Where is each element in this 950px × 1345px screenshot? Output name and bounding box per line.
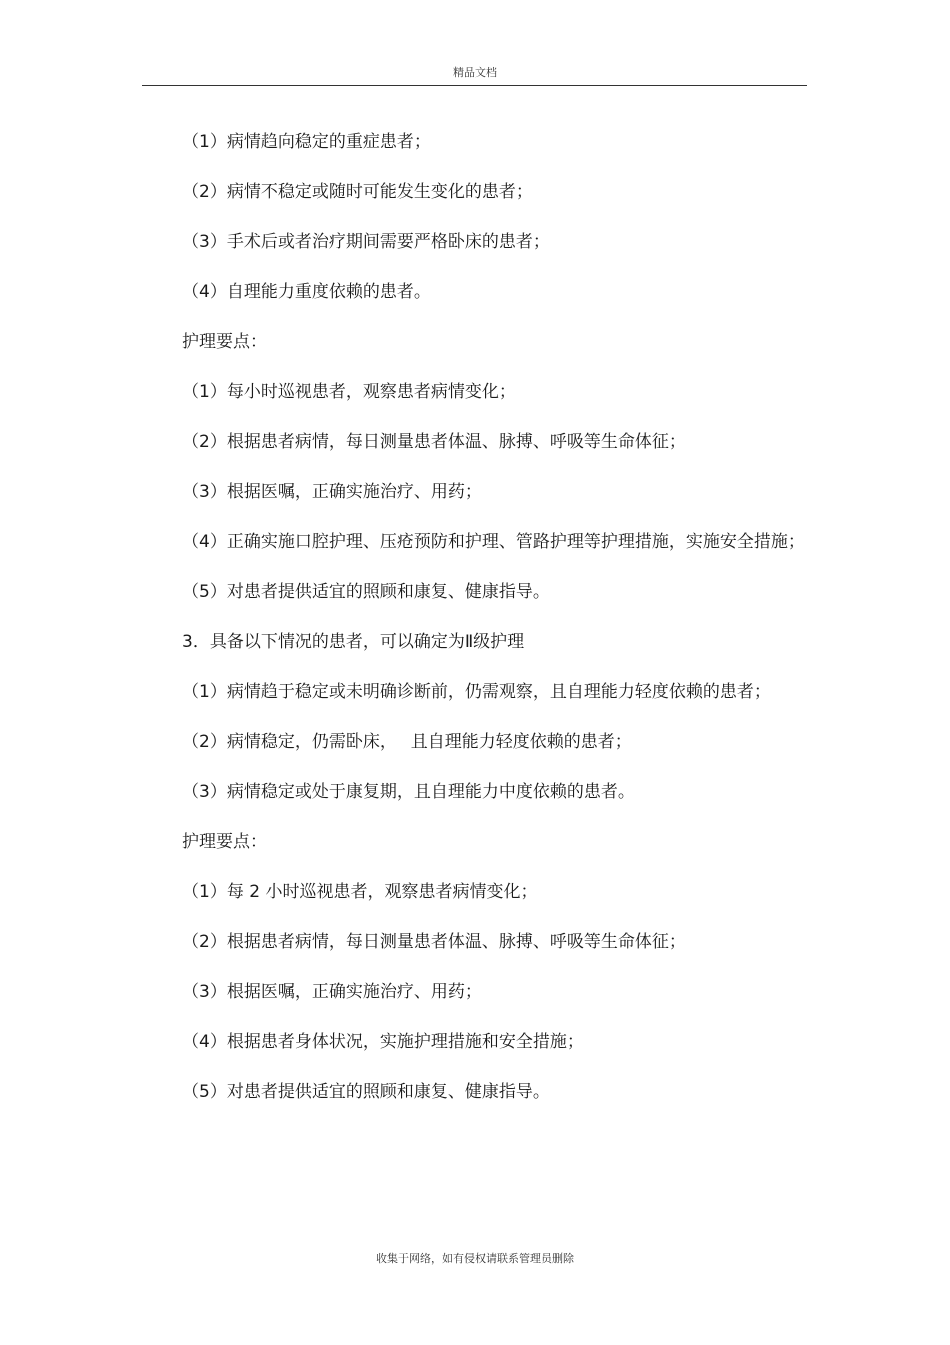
paragraph: （1）每 2 小时巡视患者，观察患者病情变化； <box>182 882 538 902</box>
page-footer: 收集于网络，如有侵权请联系管理员删除 <box>376 1252 574 1265</box>
paragraph: （1）病情趋向稳定的重症患者； <box>182 132 431 152</box>
section-heading: 3．具备以下情况的患者，可以确定为Ⅱ级护理 <box>182 632 525 652</box>
page-header: 精品文档 <box>453 66 497 79</box>
document-body <box>142 117 807 1117</box>
paragraph: （5）对患者提供适宜的照顾和康复、健康指导。 <box>182 1082 550 1102</box>
paragraph: （4）自理能力重度依赖的患者。 <box>182 282 431 302</box>
paragraph: （1）每小时巡视患者，观察患者病情变化； <box>182 382 516 402</box>
paragraph: （1）病情趋于稳定或未明确诊断前，仍需观察，且自理能力轻度依赖的患者； <box>182 682 771 702</box>
paragraph: （3）病情稳定或处于康复期，且自理能力中度依赖的患者。 <box>182 782 635 802</box>
paragraph: （4）正确实施口腔护理、压疮预防和护理、管路护理等护理措施，实施安全措施； <box>182 532 805 552</box>
section-heading: 护理要点： <box>182 832 267 852</box>
paragraph: （3）手术后或者治疗期间需要严格卧床的患者； <box>182 232 550 252</box>
paragraph: （5）对患者提供适宜的照顾和康复、健康指导。 <box>182 582 550 602</box>
paragraph: （3）根据医嘱，正确实施治疗、用药； <box>182 482 482 502</box>
paragraph: （2）病情不稳定或随时可能发生变化的患者； <box>182 182 533 202</box>
header-divider <box>142 85 807 86</box>
section-heading: 护理要点： <box>182 332 267 352</box>
paragraph: （2）根据患者病情，每日测量患者体温、脉搏、呼吸等生命体征； <box>182 932 686 952</box>
paragraph: （4）根据患者身体状况，实施护理措施和安全措施； <box>182 1032 584 1052</box>
paragraph: （3）根据医嘱，正确实施治疗、用药； <box>182 982 482 1002</box>
paragraph: （2）根据患者病情，每日测量患者体温、脉搏、呼吸等生命体征； <box>182 432 686 452</box>
paragraph: （2）病情稳定，仍需卧床， 且自理能力轻度依赖的患者； <box>182 732 632 752</box>
